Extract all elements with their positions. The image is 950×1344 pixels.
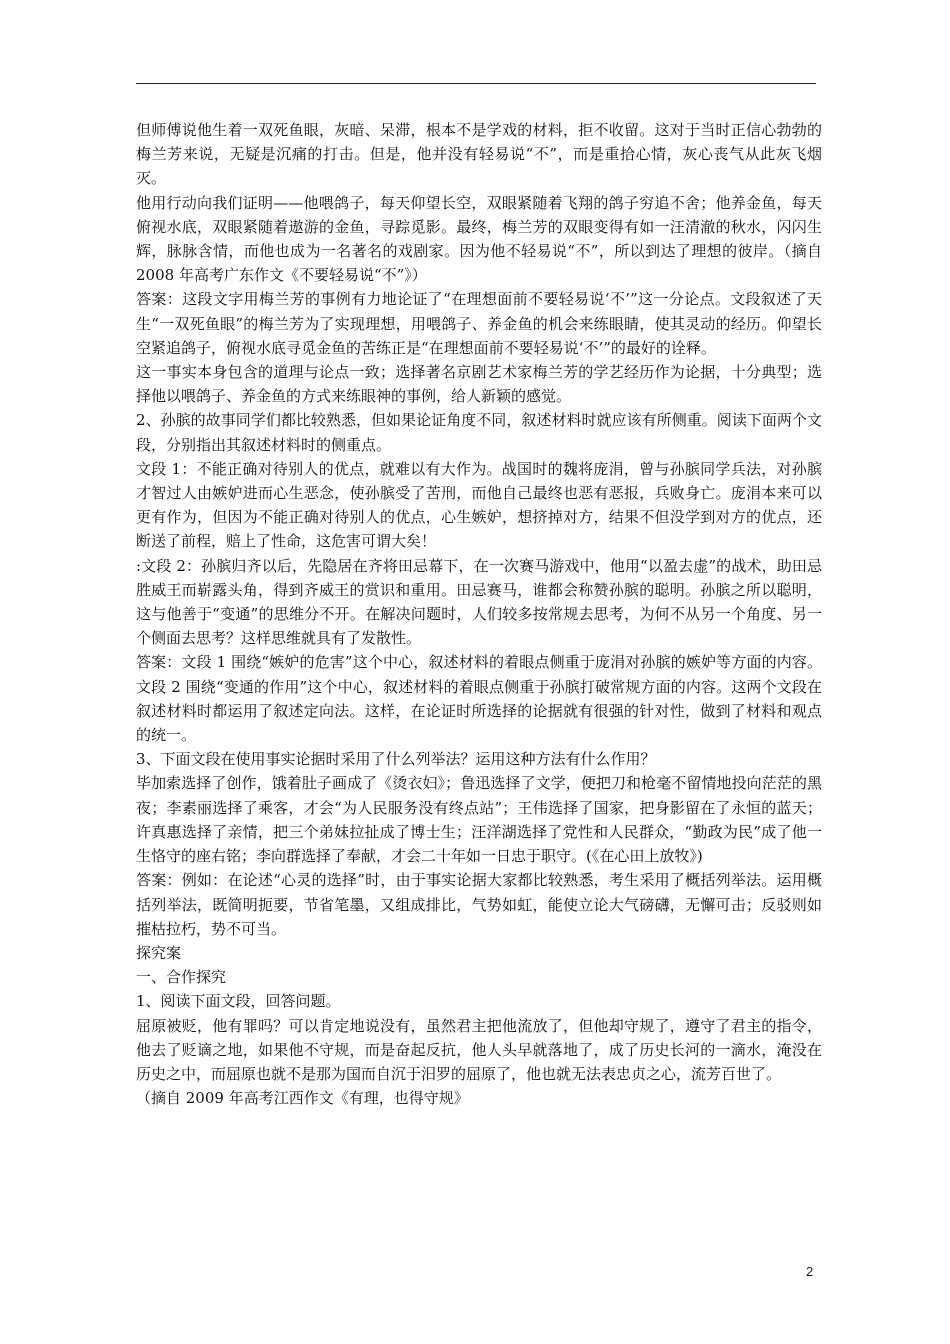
answer-2: 答案：文段 1 围绕“嫉妒的危害”这个中心，叙述材料的着眼点侧重于庞涓对孙膑的嫉妒等方面的内容。文段 2 围绕“变通的作用”这个中心，叙述材料的着眼点侧重于孙膑打破常规方面的内容。这两个文段在叙述材料时都运用了叙述定向法。这样，在论证时所选择的论据就有很强的针对性，做到了材料和观点的统一。	[136, 653, 822, 745]
passage-2: :文段 2：孙膑归齐以后，先隐居在齐将田忌幕下，在一次赛马游戏中，他用“以盈去虚”的战术，助田忌胜威王而崭露头角，得到齐威王的赏识和重用。田忌赛马，谁都会称赞孙膑的聪明。孙膑之所以聪明，这与他善于“变通”的思维分不开。在解决问题时，人们较多按常规去思考，为何不从另一个角度、另一个侧面去思考？这样思维就具有了发散性。	[136, 556, 822, 648]
paragraph-2: 他用行动向我们证明——他喂鸽子，每天仰望长空，双眼紧随着飞翔的鸽子穷追不舍；他养金鱼，每天俯视水底，双眼紧随着遨游的金鱼，寻踪觅影。最终，梅兰芳的双眼变得有如一汪清澈的秋水，闪闪生辉，脉脉含情，而他也成为一名著名的戏剧家。因为他不轻易说“不”，所以到达了理想的彼岸。（摘自 2008 年高考广东作文《不要轻易说“不”》）	[136, 193, 822, 285]
answer-1: 答案：这段文字用梅兰芳的事例有力地论证了“在理想面前不要轻易说‘不’”这一分论点。文段叙述了天生“一双死鱼眼”的梅兰芳为了实现理想，用喂鸽子、养金鱼的机会来练眼睛，使其灵动的经历。仰望长空紧追鸽子，俯视水底寻觅金鱼的苦练正是“在理想面前不要轻易说‘不’”的最好的诠释。	[136, 290, 822, 357]
header-rule	[136, 83, 816, 84]
passage-3: 毕加索选择了创作，饿着肚子画成了《烫衣妇》；鲁迅选择了文学，便把刀和枪毫不留情地投向茫茫的黑夜；李素丽选择了乘客，才会“为人民服务没有终点站”；王伟选择了国家，把身影留在了永恒的蓝天；许真惠选择了亲情，把三个弟妹拉扯成了博士生；汪洋湖选择了党性和人民群众，“勤政为民”成了他一生恪守的座右铭；李向群选择了奉献，才会二十年如一日忠于职守。(《在心田上放牧》)	[136, 774, 822, 866]
paragraph-4: 这一事实本身包含的道理与论点一致；选择著名京剧艺术家梅兰芳的学艺经历作为论据，十分典型；选择他以喂鸽子、养金鱼的方式来练眼神的事例，给人新颖的感觉。	[136, 363, 822, 406]
citation: （摘自 2009 年高考江西作文《有理，也得守规》	[136, 1089, 469, 1108]
question-2: 2、孙膑的故事同学们都比较熟悉，但如果论证角度不同，叙述材料时就应该有所侧重。阅读下面两个文段，分别指出其叙述材料时的侧重点。	[136, 411, 822, 454]
page-number: 2	[806, 1264, 814, 1279]
paragraph-1: 但师傅说他生着一双死鱼眼，灰暗、呆滞，根本不是学戏的材料，拒不收留。这对于当时正信心勃勃的梅兰芳来说，无疑是沉痛的打击。但是，他并没有轻易说“不”，而是重拾心情，灰心丧气从此灰飞烟灭。	[136, 121, 822, 188]
question-3: 3、下面文段在使用事实论据时采用了什么列举法？运用这种方法有什么作用？	[136, 750, 656, 769]
answer-3: 答案：例如：在论述“心灵的选择”时，由于事实论据大家都比较熟悉，考生采用了概括列举法。运用概括列举法，既简明扼要，节省笔墨，又组成排比，气势如虹，能使立论大气磅礴，无懈可击；反驳则如摧枯拉朽，势不可当。	[136, 871, 822, 938]
document-body	[136, 118, 822, 1110]
passage-4: 屈原被贬，他有罪吗？可以肯定地说没有，虽然君主把他流放了，但他却守规了，遵守了君主的指令，他去了贬谪之地，如果他不守规，而是奋起反抗，他人头早就落地了，成了历史长河的一滴水，淹没在历史之中，而屈原也就不是那为国而自沉于汨罗的屈原了，他也就无法表忠贞之心，流芳百世了。	[136, 1016, 822, 1083]
section-heading: 探究案	[136, 943, 182, 962]
question-4: 1、阅读下面文段，回答问题。	[136, 992, 341, 1011]
passage-1: 文段 1：不能正确对待别人的优点，就难以有大作为。战国时的魏将庞涓，曾与孙膑同学兵法，对孙膑才智过人由嫉妒进而心生恶念，使孙膑受了苦刑，而他自己最终也恶有恶报，兵败身亡。庞涓本来可以更有作为，但因为不能正确对待别人的优点，心生嫉妒，想挤掉对方，结果不但没学到对方的优点，还断送了前程，赔上了性命，这危害可谓大矣！	[136, 459, 822, 551]
subsection-heading: 一、合作探究	[136, 968, 227, 987]
